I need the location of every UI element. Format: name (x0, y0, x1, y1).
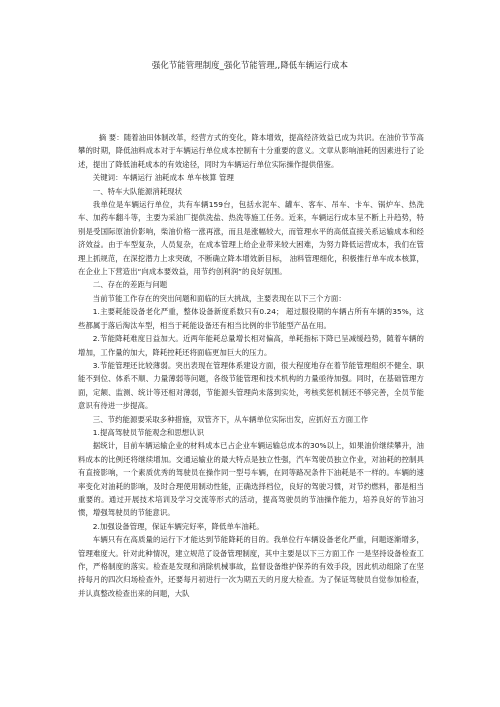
body-paragraph: 我单位是车辆运行单位，共有车辆159台，包括水泥车、罐车、客车、吊车、卡车、锅炉车、热洗车、加药车翻斗等，主要为采油厂提供洗盐、热洗等施工任务。近来，车辆运行成本呈不断上升趋势，特别是受国际原油价影响，柴油价格一涨再涨，而且是涨幅较大，而管理水平的高低直接关系运输成本和经济效益。由于车型复杂，人员复杂，在成本管理上给企业带来较大困难，为努力降低运营成本，我们在管理上抓规范，在深挖潜力上求突破，不断确立降本增效新目标， 油料管理细化，积极推行单车成本核算，在企业上下营造出“向成本要效益，用节约创利润”的良好氛围。 (78, 200, 424, 277)
body-paragraph: 当前节能工作存在的突出问题和面临的巨大挑战，主要表现在以下三个方面： (92, 293, 346, 303)
body-paragraph: 3.节能管理还比较薄弱。突出表现在管理体系建设方面，很大程度地存在着节能管理组织不健全、职能不到位、体系不顺、力量薄弱等问题，各级节能管理和技术机构的力量亟待加强。同时，在基础管理方面，定额、监测、统计等还相对薄弱，节能源头管理尚未落到实处，考核奖惩机制还不够完善，全员节能意识有待进一步提高。 (78, 360, 424, 411)
body-paragraph: 1.主要耗能设备老化严重，整体设备新度系数只有0.24； 超过服役期的车辆占所有车辆的35%，这些都属于落后淘汰车型，相当于耗能设备还有相当比例的非节能型产品在用。 (78, 307, 424, 330)
body-paragraph: 2.节能降耗难度日益加大。近两年能耗总量增长相对偏高，单耗指标下降已呈减缓趋势，随着车辆的增加，工作量的加大，降耗控耗还将面临更加巨大的压力。 (78, 334, 424, 357)
subsection-heading: 2.加强设备管理，保证车辆完好率，降低单车油耗。 (92, 521, 264, 531)
page-title: 强化节能管理制度_强化节能管理,,降低车辆运行成本 (151, 60, 349, 70)
section-heading: 二、存在的差距与问题 (92, 280, 168, 290)
body-paragraph: 车辆只有在高质量的运行下才能达到节能降耗的目的。我单位行车辆设备老化严重，问题逐渐增多，管理难度大。针对此种情况，建立规范了设备管理制度，其中主要是以下三方面工作 一是坚持设备检查工作，严格制度的落实。检查是发现和消除机械事故，监督设备维护保养的有效手段，因此机动组除了在坚持每月的四次归场检查外，还要每月初进行一次为期五天的月度大检查。为了保证驾驶员自觉参加检查，并认真整改检查出来的问题，大队 (78, 535, 424, 598)
section-heading: 三、节约能源要采取多种措施，双管齐下，从车辆单位实际出发，应抓好五方面工作 (92, 414, 369, 424)
document-body (78, 131, 424, 600)
section-heading: 一、特车大队能源消耗现状 (92, 186, 183, 196)
keywords-paragraph: 关键词：车辆运行 油耗成本 单车核算 管理 (92, 173, 234, 183)
subsection-heading: 1.提高驾驶员节能观念和思想认识 (92, 427, 205, 437)
body-paragraph: 据统计，目前车辆运输企业的材料成本已占企业车辆运输总成本的30%以上，如果油价继续攀升，油料成本的比例还将继续增加。交通运输业的最大特点是独立性强，汽车驾驶员独立作业，对油耗的控制具有直接影响，一个素质优秀的驾驶员在操作同一型号车辆，在同等路况条件下油耗是不一样的。车辆的速率变化对油耗的影响，及时合理使用制动性能，正确选择档位，良好的驾驶习惯，对节约燃料，都是相当重要的。通过开展技术培训及学习交流等形式的活动，提高驾驶员的节油操作能力，培养良好的节油习惯，增强驾驶员的节能意识。 (78, 441, 424, 518)
abstract-paragraph: 摘 要：随着油田体制改革，经营方式的变化，降本增效，提高经济效益已成为共识。在油价节节高攀的时期，降低油料成本对于车辆运行单位成本控制有十分重要的意义。文章从影响油耗的因素进行了论述，提出了降低油耗成本的有效途径，同时为车辆运行单位实际操作提供借鉴。 (78, 133, 424, 169)
